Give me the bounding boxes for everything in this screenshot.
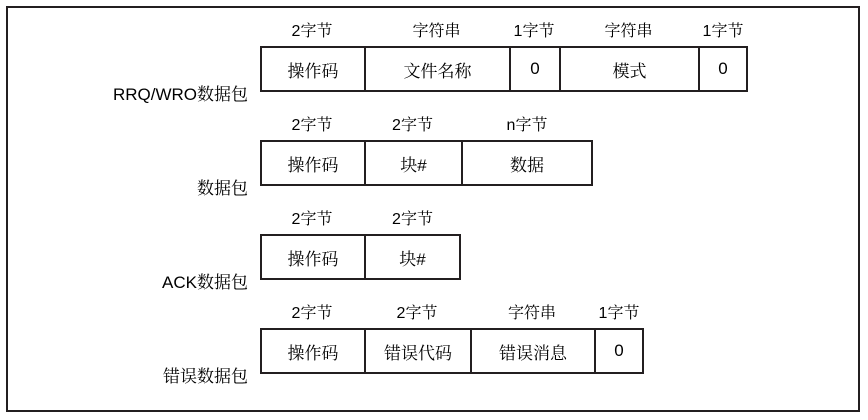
packet-row <box>8 210 858 302</box>
packet-field <box>559 23 698 92</box>
packet-field <box>260 23 364 92</box>
field-caption: 2字节 <box>291 211 333 228</box>
packet-field <box>364 211 461 280</box>
field-box: 块# <box>364 140 461 186</box>
field-box: 错误代码 <box>364 328 470 374</box>
packet-row-label: 错误数据包 <box>163 367 248 386</box>
packet-field <box>364 305 470 374</box>
field-box: 文件名称 <box>364 46 509 92</box>
field-box: 0 <box>594 328 644 374</box>
field-box: 操作码 <box>260 46 364 92</box>
field-caption: 字符串 <box>604 23 653 40</box>
packet-field <box>260 305 364 374</box>
packet-row <box>8 116 858 208</box>
field-box: 操作码 <box>260 140 364 186</box>
diagram-frame <box>6 6 860 412</box>
packet-field <box>509 23 559 92</box>
packet-fields <box>260 305 644 374</box>
packet-field <box>594 305 644 374</box>
field-caption: 1字节 <box>598 305 640 322</box>
field-caption: 2字节 <box>291 23 333 40</box>
field-box: 错误消息 <box>470 328 594 374</box>
packet-row-label: RRQ/WRO数据包 <box>112 85 248 104</box>
packet-fields <box>260 23 748 92</box>
field-box: 0 <box>698 46 748 92</box>
packet-fields <box>260 211 461 280</box>
packet-field <box>260 211 364 280</box>
field-caption: 字符串 <box>412 23 461 40</box>
field-caption: n字节 <box>506 117 548 134</box>
field-box: 块# <box>364 234 461 280</box>
field-caption: 2字节 <box>291 117 333 134</box>
packet-field <box>698 23 748 92</box>
field-caption: 2字节 <box>392 211 433 228</box>
packet-field <box>364 117 461 186</box>
packet-fields <box>260 117 593 186</box>
field-box: 模式 <box>559 46 698 92</box>
field-box: 操作码 <box>260 234 364 280</box>
field-box: 数据 <box>461 140 593 186</box>
packet-row-label: 数据包 <box>197 179 248 198</box>
field-caption: 2字节 <box>291 305 333 322</box>
field-box: 0 <box>509 46 559 92</box>
field-box: 操作码 <box>260 328 364 374</box>
field-caption: 字符串 <box>507 305 556 322</box>
packet-field <box>364 23 509 92</box>
packet-field <box>260 117 364 186</box>
packet-row <box>8 22 858 114</box>
packet-field <box>470 305 594 374</box>
field-caption: 1字节 <box>513 23 555 40</box>
packet-row-label: ACK数据包 <box>162 273 248 292</box>
packet-row <box>8 304 858 396</box>
packet-field <box>461 117 593 186</box>
field-caption: 2字节 <box>396 305 438 322</box>
field-caption: 2字节 <box>392 117 433 134</box>
field-caption: 1字节 <box>702 23 744 40</box>
